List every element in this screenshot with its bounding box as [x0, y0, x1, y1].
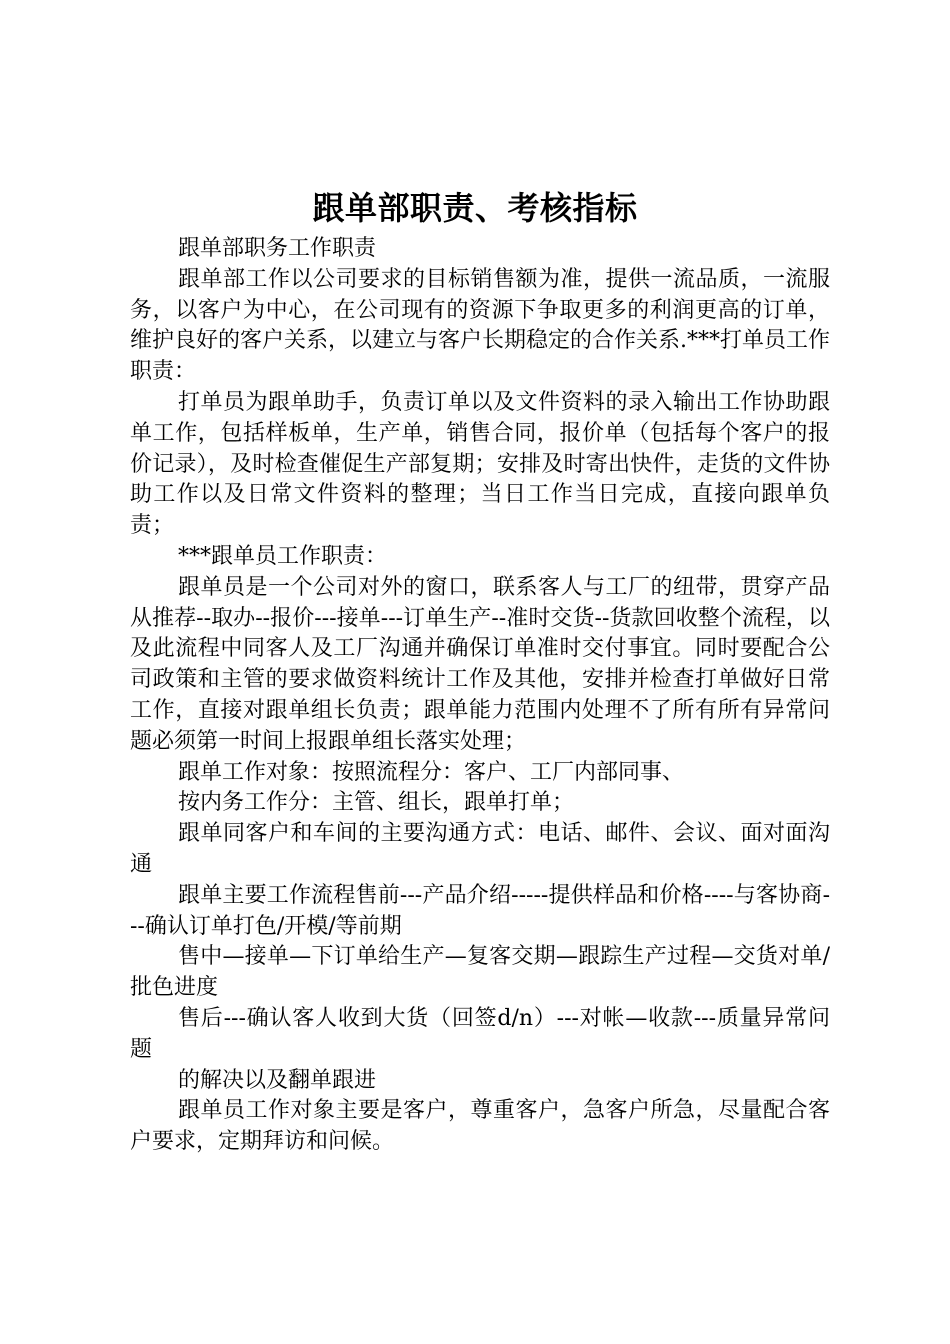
paragraph-customer-focus: 跟单员工作对象主要是客户，尊重客户，急客户所急，尽量配合客户要求，定期拜访和问候。 — [130, 1098, 830, 1155]
paragraph-merchandiser-duties: 跟单员是一个公司对外的窗口，联系客人与工厂的纽带，贯穿产品从推荐--取办--报价---接单---订单生产--准时交货--货款回收整个流程，以及此流程中同客人及工厂沟通并确保订单准时交付事宜。同时要配合公司政策和主管的要求做资料统计工作及其他，安排并检查打单做好日常工作，直接对跟单组长负责；跟单能力范围内处理不了所有所有异常问题必须第一时间上报跟单组长落实处理； — [130, 574, 830, 754]
paragraph-communication: 跟单同客户和车间的主要沟通方式：电话、邮件、会议、面对面沟通 — [130, 821, 830, 877]
paragraph-aftersale: 售后---确认客人收到大货（回签d/n）---对帐—收款---质量异常问题 — [130, 1005, 830, 1062]
paragraph-insale: 售中—接单—下订单给生产—复客交期—跟踪生产过程—交货对单/批色进度 — [130, 944, 830, 1001]
paragraph-resolution: 的解决以及翻单跟进 — [178, 1067, 377, 1093]
paragraph-presale: 跟单主要工作流程售前---产品介绍-----提供样品和价格----与客协商---确认订单打色/开模/等前期 — [130, 882, 830, 939]
paragraph-section-heading: 跟单部职务工作职责 — [178, 236, 377, 261]
paragraph-clerk-duties: 打单员为跟单助手，负责订单以及文件资料的录入输出工作协助跟单工作，包括样板单，生产单，销售合同，报价单（包括每个客户的报价记录），及时检查催促生产部复期；安排及时寄出快件，走货的文件协助工作以及日常文件资料的整理；当日工作当日完成，直接向跟单负责； — [130, 389, 830, 539]
document-title: 跟单部职责、考核指标 — [312, 189, 638, 227]
document-body — [130, 234, 830, 1158]
paragraph-department-duties: 跟单部工作以公司要求的目标销售额为准，提供一流品质，一流服务，以客户为中心，在公司现有的资源下争取更多的利润更高的订单，维护良好的客户关系，以建立与客户长期稳定的合作关系.***打单员工作职责： — [130, 266, 830, 385]
paragraph-merchandiser-heading: ***跟单员工作职责： — [178, 543, 388, 569]
paragraph-work-targets: 跟单工作对象：按照流程分：客户、工厂内部同事、 — [178, 759, 685, 785]
paragraph-internal-work: 按内务工作分：主管、组长，跟单打单； — [178, 790, 575, 816]
